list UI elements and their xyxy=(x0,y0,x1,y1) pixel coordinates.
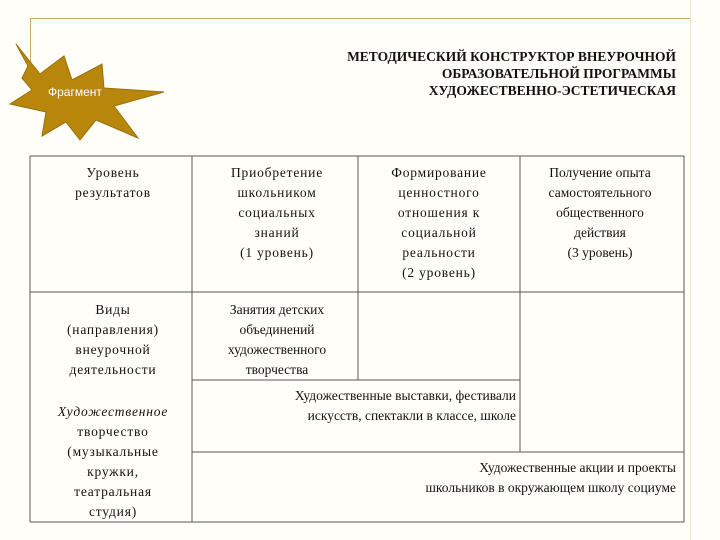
cell-line: искусств, спектакли в классе, школе xyxy=(307,408,516,423)
header-line: Уровень xyxy=(86,165,140,180)
label-line: (направления) xyxy=(67,322,159,337)
header-line: (2 уровень) xyxy=(402,265,476,280)
header-line: отношения к xyxy=(397,205,481,220)
cell-line: творчества xyxy=(245,362,309,377)
title-line: ХУДОЖЕСТВЕННО-ЭСТЕТИЧЕСКАЯ xyxy=(428,83,676,98)
label-line: студия) xyxy=(88,504,137,519)
header-line: Получение опыта xyxy=(549,165,651,180)
header-line: реальности xyxy=(402,245,476,260)
level-1-activity xyxy=(196,300,358,380)
header-line: действия xyxy=(574,225,626,240)
header-line: Формирование xyxy=(391,165,487,180)
level-2-activity xyxy=(196,386,516,426)
header-line: социальных xyxy=(238,205,316,220)
header-line: результатов xyxy=(75,185,151,200)
cell-line: объединений xyxy=(239,322,315,337)
label-line: творчество xyxy=(77,424,149,439)
header-line: ценностного xyxy=(398,185,480,200)
level-2-header xyxy=(362,163,516,283)
title-line: ОБРАЗОВАТЕЛЬНОЙ ПРОГРАММЫ xyxy=(441,66,676,81)
cell-line: Художественные акции и проекты xyxy=(479,460,676,475)
label-line: кружки, xyxy=(87,464,139,479)
label-line: деятельности xyxy=(69,362,157,377)
label-line: театральная xyxy=(74,484,152,499)
fragment-label: Фрагмент xyxy=(48,85,102,99)
header-line: знаний xyxy=(254,225,300,240)
header-line: (3 уровень) xyxy=(567,245,633,260)
cell-line: художественного xyxy=(227,342,327,357)
header-line: общественного xyxy=(556,205,644,220)
level-3-activity xyxy=(300,458,676,498)
title-line: МЕТОДИЧЕСКИЙ КОНСТРУКТОР ВНЕУРОЧНОЙ xyxy=(347,49,676,64)
label-line: (музыкальные xyxy=(67,444,159,459)
label-line: Художественное xyxy=(57,404,169,419)
results-level-header xyxy=(34,163,192,203)
cell-line: Художественные выставки, фестивали xyxy=(294,388,516,403)
cell-line: школьников в окружающем школу социуме xyxy=(425,480,676,495)
header-line: Приобретение xyxy=(230,165,324,180)
level-3-header xyxy=(520,163,680,263)
header-line: самостоятельного xyxy=(548,185,652,200)
label-line: Виды xyxy=(95,302,131,317)
art-direction-label xyxy=(34,402,192,522)
level-1-header xyxy=(196,163,358,263)
label-line: внеурочной xyxy=(75,342,151,357)
header-line: школьником xyxy=(237,185,317,200)
activity-types-label xyxy=(34,300,192,380)
header-line: (1 уровень) xyxy=(240,245,314,260)
cell-line: Занятия детских xyxy=(229,302,325,317)
header-line: социальной xyxy=(401,225,477,240)
